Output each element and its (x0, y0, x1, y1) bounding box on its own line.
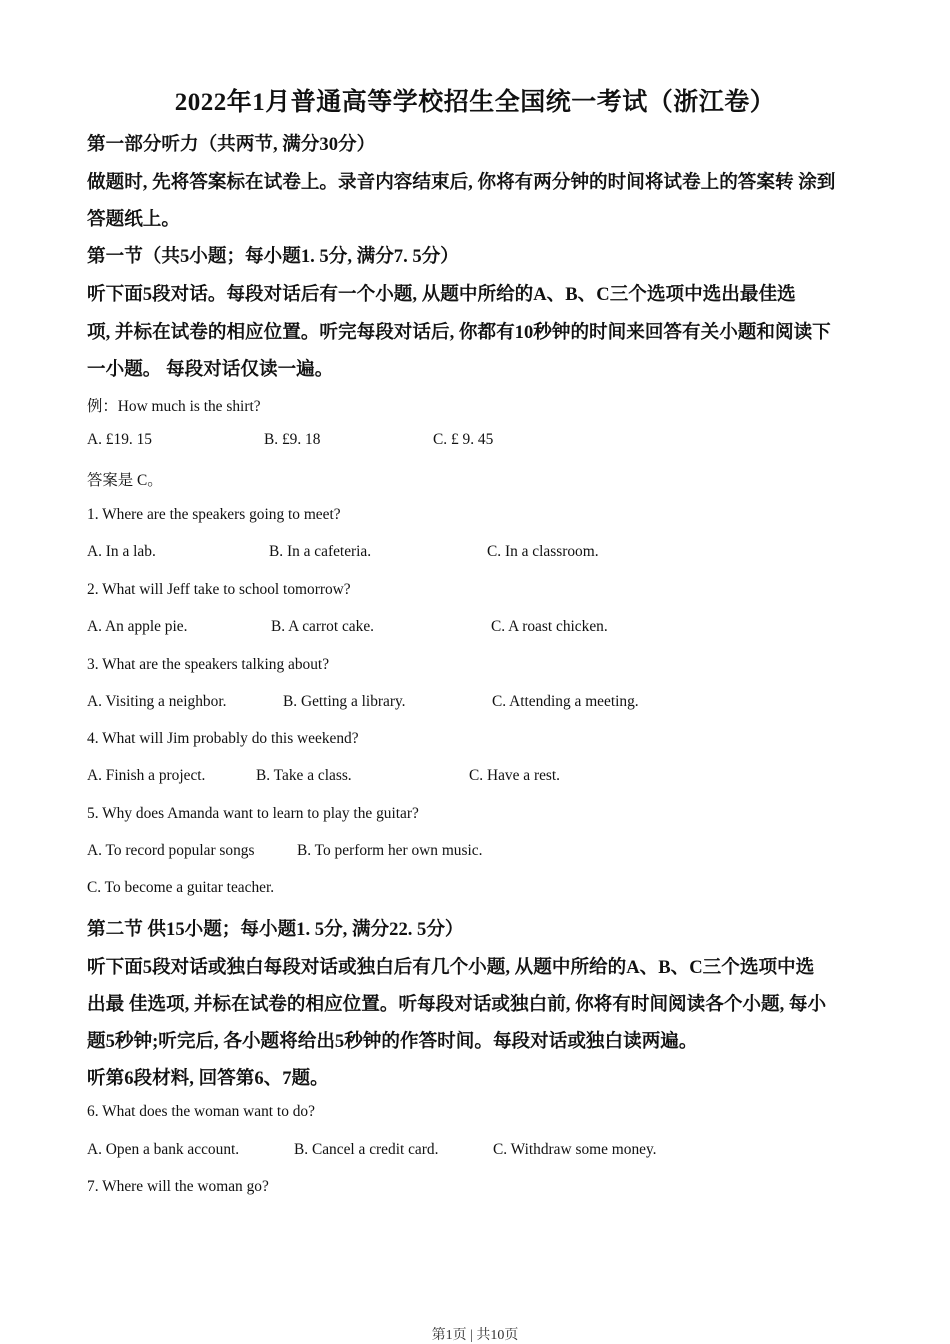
question-2: 2. What will Jeff take to school tomorrow? (87, 581, 351, 598)
instruction-line: 答题纸上。 (87, 209, 180, 230)
question-7: 7. Where will the woman go? (87, 1178, 269, 1195)
exam-title: 2022年1月普通高等学校招生全国统一考试（浙江卷） (174, 89, 776, 116)
q6-option-c: C. Withdraw some money. (493, 1141, 657, 1158)
q4-option-c: C. Have a rest. (469, 767, 561, 784)
section1-heading: 第一节（共5小题；每小题1. 5分, 满分7. 5分） (87, 246, 459, 267)
q2-option-c: C. A roast chicken. (491, 618, 608, 635)
example-option-b: B. £9. 18 (264, 431, 321, 448)
section2-instruction: 题5秒钟;听完后, 各小题将给出5秒钟的作答时间。每段对话或独白读两遍。 (87, 1031, 698, 1052)
material-6-heading: 听第6段材料, 回答第6、7题。 (87, 1068, 329, 1089)
section2-heading: 第二节 供15小题；每小题1. 5分, 满分22. 5分） (87, 919, 464, 940)
q6-option-a: A. Open a bank account. (87, 1141, 240, 1158)
q3-option-b: B. Getting a library. (283, 693, 406, 710)
instruction-line: 做题时, 先将答案标在试卷上。录音内容结束后, 你将有两分钟的时间将试卷上的答案转 涂到 (87, 172, 836, 193)
q1-option-c: C. In a classroom. (487, 543, 599, 560)
q2-option-b: B. A carrot cake. (271, 618, 374, 635)
q5-option-a: A. To record popular songs (87, 842, 255, 859)
q1-option-a: A. In a lab. (87, 543, 156, 560)
q2-option-a: A. An apple pie. (87, 618, 188, 635)
example-question: 例：How much is the shirt? (87, 398, 261, 415)
q4-option-a: A. Finish a project. (87, 767, 206, 784)
example-answer: 答案是 C。 (87, 472, 163, 489)
section1-instruction: 一小题。 每段对话仅读一遍。 (87, 359, 334, 380)
question-3: 3. What are the speakers talking about? (87, 656, 330, 673)
example-option-c: C. £ 9. 45 (433, 431, 494, 448)
q5-option-c: C. To become a guitar teacher. (87, 879, 275, 896)
section1-instruction: 项, 并标在试卷的相应位置。听完每段对话后, 你都有10秒钟的时间来回答有关小题和阅读下 (87, 322, 831, 343)
q5-option-b: B. To perform her own music. (297, 842, 483, 859)
page-footer: 第1页 | 共10页 (431, 1328, 519, 1343)
question-4: 4. What will Jim probably do this weekend? (87, 730, 359, 747)
question-1: 1. Where are the speakers going to meet? (87, 506, 341, 523)
q4-option-b: B. Take a class. (256, 767, 352, 784)
q3-option-a: A. Visiting a neighbor. (87, 693, 227, 710)
section1-instruction: 听下面5段对话。每段对话后有一个小题, 从题中所给的A、B、C三个选项中选出最佳选 (87, 284, 796, 305)
question-6: 6. What does the woman want to do? (87, 1103, 315, 1120)
example-option-a: A. £19. 15 (87, 431, 152, 448)
part1-heading: 第一部分听力（共两节, 满分30分） (87, 134, 376, 155)
question-5: 5. Why does Amanda want to learn to play the guitar? (87, 805, 419, 822)
q6-option-b: B. Cancel a credit card. (294, 1141, 439, 1158)
q3-option-c: C. Attending a meeting. (492, 693, 639, 710)
q1-option-b: B. In a cafeteria. (269, 543, 372, 560)
section2-instruction: 出最 佳选项, 并标在试卷的相应位置。听每段对话或独白前, 你将有时间阅读各个小题, 每小 (87, 994, 827, 1015)
section2-instruction: 听下面5段对话或独白每段对话或独白后有几个小题, 从题中所给的A、B、C三个选项中选 (87, 957, 815, 978)
